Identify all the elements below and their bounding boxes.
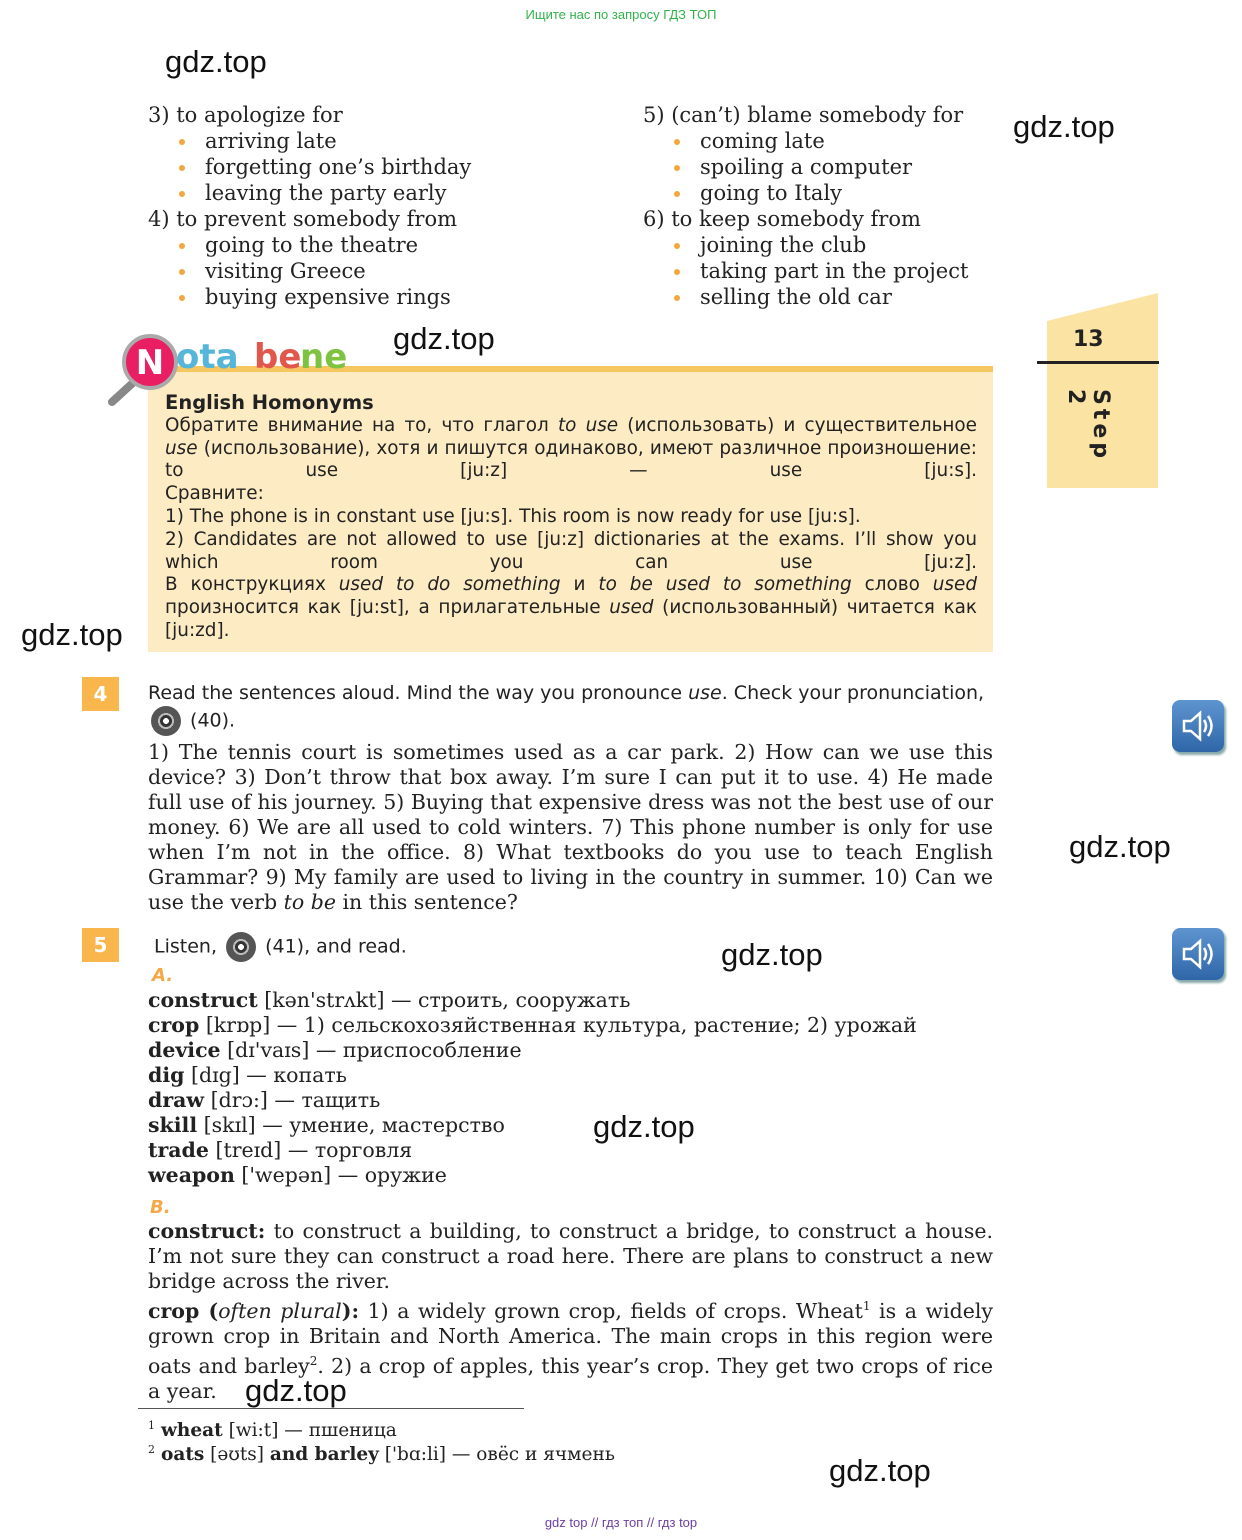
list-item: going to Italy (643, 180, 993, 206)
nota-bene-text (165, 392, 977, 643)
list-item: joining the club (643, 232, 993, 258)
nota-bene-paragraph: Обратите внимание на то, что глагол to use (использовать) и существительное use (использование), хотя и пишутся одинаково, имеют различное произношение: to use [ju:z] — use [ju:s]. (165, 414, 977, 482)
list-item: buying expensive rings (148, 284, 628, 310)
vocab-entry: device [dɪ'vaɪs] — приспособление (148, 1038, 522, 1062)
exercise-number: 4 (82, 677, 119, 711)
nota-bene-logo-text (0, 0, 1, 1)
watermark: gdz.top (393, 321, 495, 356)
list-head: 4) to prevent somebody from (148, 207, 458, 231)
step-label: Step 2 (1063, 389, 1113, 463)
watermark: gdz.top (1013, 109, 1115, 144)
list-item: coming late (643, 128, 993, 154)
cd-icon (151, 706, 181, 736)
list-head: 6) to keep somebody from (643, 207, 921, 231)
list-item: going to the theatre (148, 232, 628, 258)
list-head: 3) to apologize for (148, 103, 343, 127)
page-tab (1037, 293, 1159, 488)
footnote: $^2$ oats [əʊts] and barley ['bɑ:li] — овёс и ячмень (148, 1443, 615, 1466)
watermark: gdz.top (1069, 829, 1171, 864)
watermark: gdz.top (829, 1453, 931, 1488)
watermark: gdz.top (593, 1109, 695, 1144)
list-item: leaving the party early (148, 180, 628, 206)
nota-bene-example: 2) Candidates are not allowed to use [ju:z] dictionaries at the exams. I’ll show you which room you can use [ju:z]. (165, 528, 977, 573)
usage-construct: construct: to construct a building, to construct a bridge, to construct a house. I’m not sure they can construct a road here. There are plans to construct a new bridge across the river. (148, 1219, 993, 1293)
section-label: A. (152, 965, 174, 986)
list-3 (148, 102, 628, 310)
audio-button[interactable] (1172, 928, 1224, 980)
vocab-entry: construct [kən'strʌkt] — строить, сооружать (148, 988, 631, 1012)
page-number: 13 (1073, 327, 1104, 352)
section-label: B. (150, 1197, 171, 1218)
vocabulary-list (148, 988, 993, 1188)
vocab-entry: dig [dɪg] — копать (148, 1063, 347, 1087)
svg-text:ne: ne (300, 337, 348, 377)
exercise-text: 1) The tennis court is sometimes used as a car park. 2) How can we use this device? 3) Don’t throw that box away. I’m sure I can put it to use. 4) He made full use of his journey. 5) Buying that expensive dress was not the best use of our money. 6) We are all used to cold winters. 7) This phone number is only for use when I’m not in the office. 8) What textbooks do you use to teach English Grammar? 9) My family are used to living in the country in summer. 10) Can we use the verb to be in this sentence? (148, 740, 993, 914)
footer-links[interactable]: gdz top // гдз топ // гдз top (544, 1515, 698, 1530)
exercise-instruction: Listen, (41), and read. (154, 932, 407, 962)
top-banner[interactable]: Ищите нас по запросу ГДЗ ТОП (525, 7, 717, 22)
list-item: forgetting one’s birthday (148, 154, 628, 180)
watermark: gdz.top (21, 617, 123, 652)
vocab-entry: crop [krɒp] — 1) сельскохозяйственная культура, растение; 2) урожай (148, 1013, 917, 1037)
list-item: taking part in the project (643, 258, 993, 284)
watermark: gdz.top (245, 1373, 347, 1408)
list-head: 5) (can’t) blame somebody for (643, 103, 964, 127)
svg-text:be: be (254, 337, 302, 377)
vocab-entry: skill [skɪl] — умение, мастерство (148, 1113, 505, 1137)
list-item: spoiling a computer (643, 154, 993, 180)
vocab-entry: weapon ['wepən] — оружие (148, 1163, 447, 1187)
watermark: gdz.top (721, 937, 823, 972)
audio-button[interactable] (1172, 700, 1224, 752)
svg-text:ota: ota (176, 337, 239, 377)
list-item: selling the old car (643, 284, 993, 310)
speaker-icon (1172, 928, 1224, 980)
nota-bene-paragraph: В конструкциях used to do something и to be used to something слово used произносится как [ju:st], а прилагательные used (использованный) читается как [ju:zd]. (165, 574, 977, 641)
footnote-divider (138, 1408, 524, 1409)
cd-icon (226, 932, 256, 962)
nota-bene-compare: Сравните: (165, 483, 264, 505)
list-5 (643, 102, 993, 310)
vocab-entry: trade [treɪd] — торговля (148, 1138, 413, 1162)
usage-text (148, 1219, 993, 1404)
svg-text:N: N (135, 343, 165, 383)
list-item: visiting Greece (148, 258, 628, 284)
list-item: arriving late (148, 128, 628, 154)
vocab-entry: draw [drɔ:] — тащить (148, 1088, 381, 1112)
speaker-icon (1172, 700, 1224, 752)
exercise-instruction: Read the sentences aloud. Mind the way you pronounce use. Check your pronunciation, (40). (148, 681, 993, 736)
watermark: gdz.top (165, 44, 267, 79)
exercise-number: 5 (82, 928, 119, 962)
nota-bene-example: 1) The phone is in constant use [ju:s]. This room is now ready for use [ju:s]. (165, 505, 861, 527)
nota-bene-heading: English Homonyms (165, 391, 374, 414)
usage-crop: crop (often plural): 1) a widely grown crop, fields of crops. Wheat$^1$ is a widely grown crop in Britain and North America. The main crops in this region were oats and barley$^2$. 2) a crop of apples, this year’s crop. They get two crops of rice a year. (148, 1298, 994, 1403)
footnote: $^1$ wheat [wi:t] — пшеница (148, 1419, 397, 1442)
